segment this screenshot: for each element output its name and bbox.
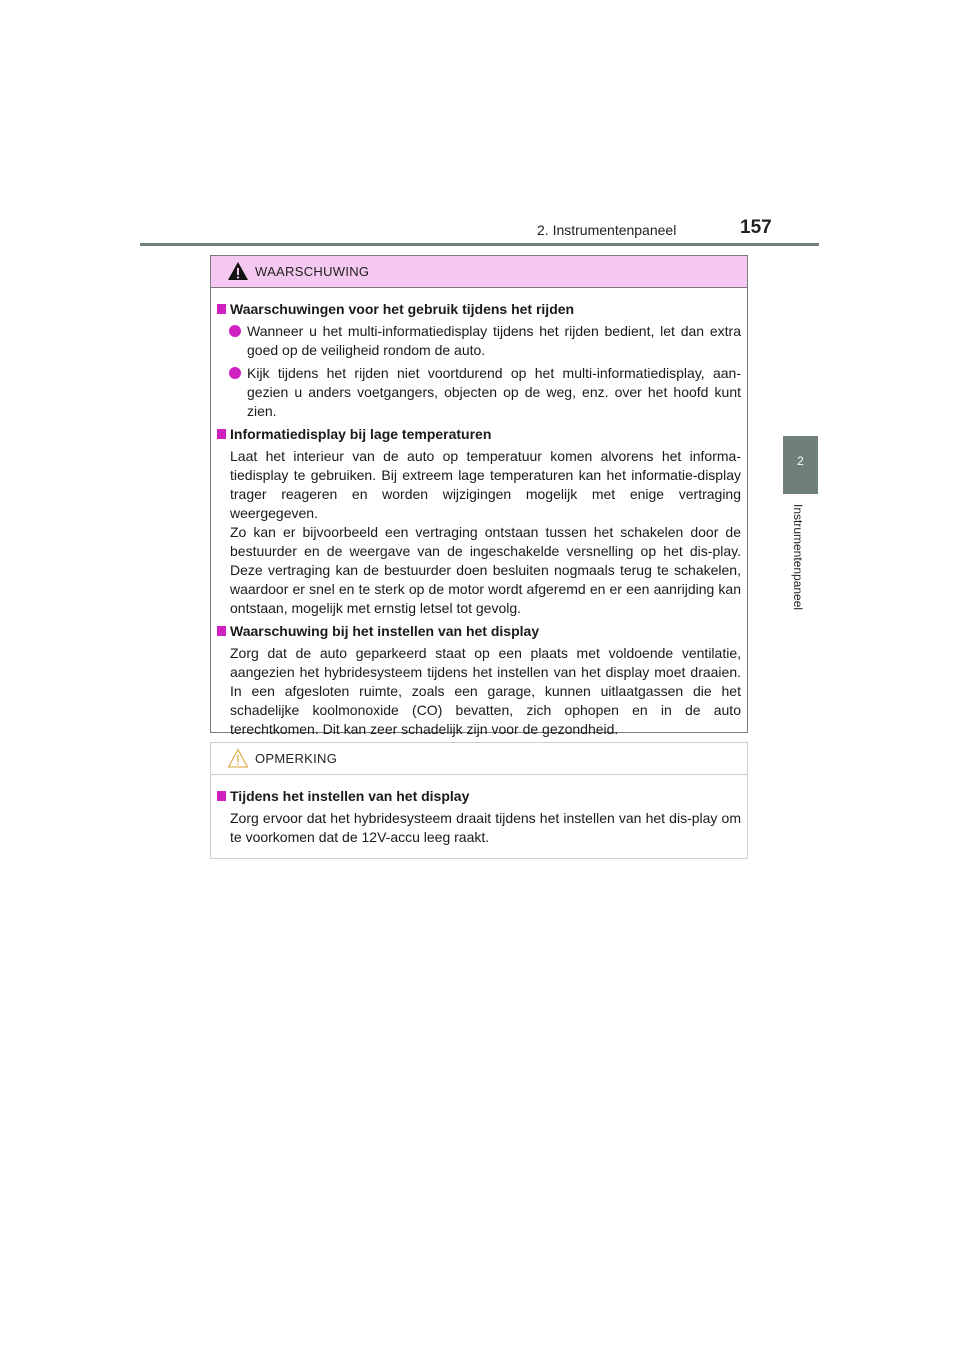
paragraph: Zorg dat de auto geparkeerd staat op een plaats met voldoende ventilatie, aangezien het hybridesysteem tijdens het instellen van het display moet draaien. In een afgesloten ruimte, zoals een garage, kunnen uitlaatgassen die het schadelijke koolmonoxide (CO) bevatten, zich ophopen en in de auto terechtkomen. Dit kan zeer schadelijk zijn voor de gezondheid. [230,645,741,737]
list-item [217,364,741,421]
note-box-title: OPMERKING [255,751,338,766]
bullet-icon [229,325,241,337]
paragraph-text: Laat het interieur van de auto op temperatuur komen alvorens het informa-tiedisplay te gebruiken. Bij extreem lage temperaturen kan het informatie-display trager reageren en worden wijzigingen mogelijk met enige vertraging weergegeven. [230,448,741,521]
chapter-tab [783,436,818,494]
header-rule [140,243,819,246]
warning-box-body [211,288,747,739]
header-chapter-title: 2. Instrumentenpaneel [537,222,677,238]
caution-triangle-icon [227,748,249,768]
warning-triangle-icon [227,261,249,281]
paragraph [217,447,741,618]
list-item-text: Kijk tijdens het rijden niet voortdurend op het multi-informatiedisplay, aan-gezien u anders voetgangers, objecten op de weg, enz. over het hoofd kunt zien. [247,365,741,419]
note-box [210,742,748,859]
bullet-icon [229,367,241,379]
warning-box-title: WAARSCHUWING [255,264,370,279]
warning-box-header [211,256,747,288]
note-box-header [211,743,747,775]
warning-box [210,255,748,737]
chapter-side-label [792,504,806,634]
section-heading: Informatiedisplay bij lage temperaturen [217,425,741,444]
section-heading: Waarschuwingen voor het gebruik tijdens het rijden [217,300,741,319]
note-box-body [211,775,747,847]
paragraph: Zorg ervoor dat het hybridesysteem draait tijdens het instellen van het dis-play om te voorkomen dat de 12V-accu leeg raakt. [230,810,741,845]
list-item [217,322,741,360]
list-item-text: Wanneer u het multi-informatiedisplay tijdens het rijden bedient, let dan extra goed op de veiligheid rondom de auto. [247,323,741,358]
section-heading: Tijdens het instellen van het display [217,787,741,806]
paragraph-text: Zo kan er bijvoorbeeld een vertraging ontstaan tussen het schakelen door de bestuurder en de weergave van de ingeschakelde versnelling op het dis-play. Deze vertraging kan de bestuurder doen besluiten nogmaals terug te schakelen, waardoor er snel en te sterk op de motor wordt afgeremd en er een aanrijding kan ontstaan, mogelijk met ernstig letsel tot gevolg. [230,524,741,616]
chapter-tab-number: 2 [797,454,804,468]
section-heading: Waarschuwing bij het instellen van het display [217,622,741,641]
page-number: 157 [740,217,772,238]
chapter-side-label-text: Instrumentenpaneel [791,504,805,611]
